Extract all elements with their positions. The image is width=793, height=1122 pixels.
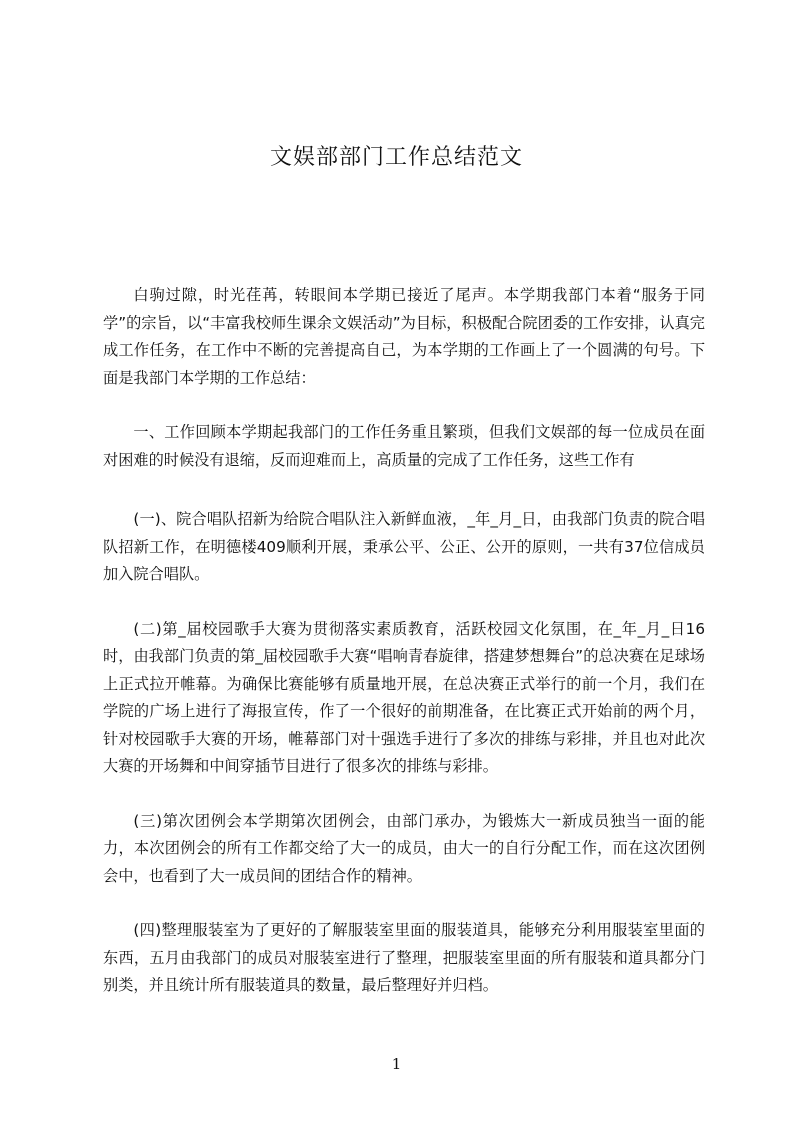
- paragraph-item-3: (三)第次团例会本学期第次团例会，由部门承办，为锻炼大一新成员独当一面的能力，本次团例会的所有工作都交给了大一的成员，由大一的自行分配工作，而在这次团例会中，也看到了大一成员间的团结合作的精神。: [103, 811, 705, 885]
- page-number: 1: [391, 1055, 402, 1073]
- paragraph-item-1: (一)、院合唱队招新为给院合唱队注入新鲜血液，_年_月_日，由我部门负责的院合唱队招新工作，在明德楼409顺利开展，秉承公平、公正、公开的原则，一共有37位信成员加入院合唱队。: [103, 510, 705, 583]
- paragraph-item-2: (二)第_届校园歌手大赛为贯彻落实素质教育，活跃校园文化氛围，在_年_月_日16时，由我部门负责的第_届校园歌手大赛“唱响青春旋律，搭建梦想舞台”的总决赛在足球场上正式拉开帷幕。为确保比赛能够有质量地开展，在总决赛正式举行的前一个月，我们在学院的广场上进行了海报宣传，作了一个很好的前期准备，在比赛正式开始前的两个月，针对校园歌手大赛的开场，帷幕部门对十强选手进行了多次的排练与彩排，并且也对此次大赛的开场舞和中间穿插节目进行了很多次的排练与彩排。: [103, 619, 705, 775]
- paragraph-review: 一、工作回顾本学期起我部门的工作任务重且繁琐，但我们文娱部的每一位成员在面对困难的时候没有退缩，反而迎难而上，高质量的完成了工作任务，这些工作有: [103, 423, 705, 469]
- paragraph-intro: 白驹过隙，时光荏苒，转眼间本学期已接近了尾声。本学期我部门本着“服务于同学”的宗旨，以“丰富我校师生课余文娱活动”为目标，积极配合院团委的工作安排，认真完成工作任务，在工作中不断的完善提高自己，为本学期的工作画上了一个圆满的句号。下面是我部门本学期的工作总结：: [103, 286, 705, 387]
- paragraph-item-4: (四)整理服装室为了更好的了解服装室里面的服装道具，能够充分利用服装室里面的东西，五月由我部门的成员对服装室进行了整理，把服装室里面的所有服装和道具都分门别类，并且统计所有服装道具的数量，最后整理好并归档。: [103, 921, 705, 994]
- document-title: 文娱部部门工作总结范文: [269, 145, 523, 170]
- document-body: [103, 282, 705, 1027]
